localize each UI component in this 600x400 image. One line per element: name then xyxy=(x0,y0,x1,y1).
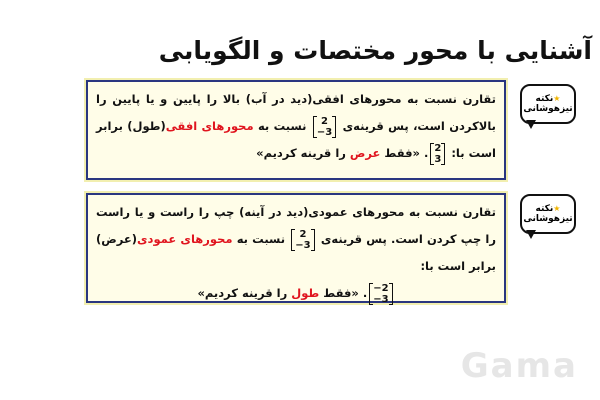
text: (عرض) برابر است با: xyxy=(96,232,496,273)
highlight: محورهای عمودی xyxy=(137,232,233,246)
note-box-horizontal xyxy=(86,80,506,180)
text: را قرینه کردیم» xyxy=(197,286,288,300)
text: پس قرینه‌ی xyxy=(342,119,409,133)
star-icon: ★ xyxy=(553,94,561,103)
text: تقارن نسبت به محورهای عمودی(دید در آینه) چپ را راست و یا راست را چپ xyxy=(96,205,496,246)
tip-badge: ★نکته تیزهوشانی xyxy=(516,190,578,238)
text: نسبت به xyxy=(257,119,307,133)
text: . «فقط xyxy=(384,146,429,160)
text: کردن است. پس قرینه‌ی xyxy=(320,232,457,246)
page-title: آشنایی با محور مختصات و الگویابی xyxy=(158,36,592,65)
note-box-vertical xyxy=(86,193,506,303)
text: (طول) برابر است با: xyxy=(96,119,496,160)
highlight: عرض xyxy=(349,146,381,160)
matrix: −2 −3 xyxy=(369,283,392,305)
star-icon: ★ xyxy=(553,204,561,213)
highlight: طول xyxy=(291,286,320,300)
tip-badge: ★نکته تیزهوشانی xyxy=(516,80,578,128)
matrix: 2 −3 xyxy=(313,116,336,138)
matrix: 2 −3 xyxy=(291,229,314,251)
text: تقارن نسبت به محورهای افقی(دید در آب) بالا را پایین و یا پایین را بالاکردن است، xyxy=(96,92,496,133)
matrix: 2 3 xyxy=(430,143,445,165)
text: . «فقط xyxy=(323,286,368,300)
text: را قرینه کردیم» xyxy=(256,146,346,160)
watermark-logo: Gama xyxy=(460,346,578,386)
highlight: محورهای افقی xyxy=(165,119,254,133)
text: نسبت به xyxy=(236,232,286,246)
